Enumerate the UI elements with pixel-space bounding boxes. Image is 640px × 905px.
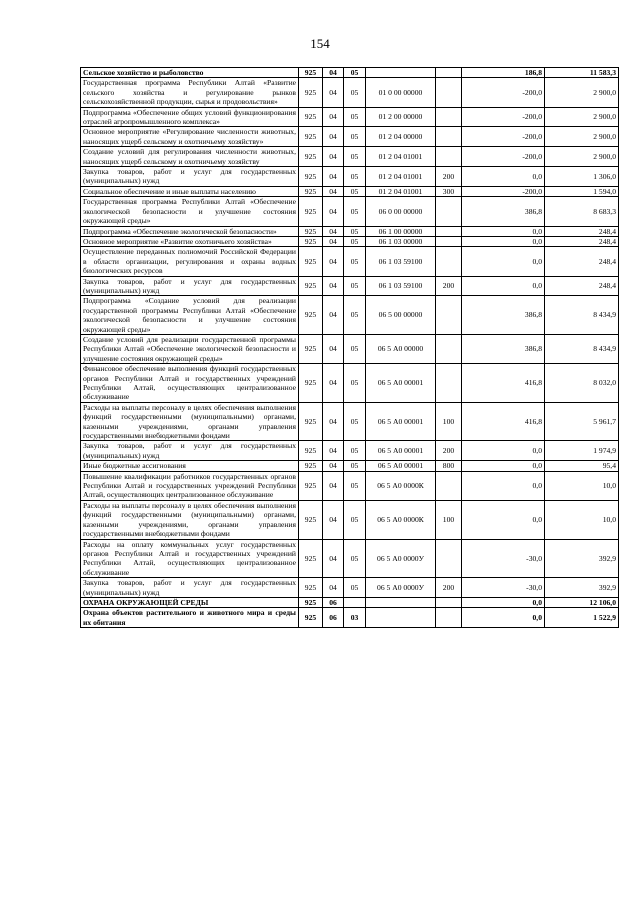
- cell-expense-type: 800: [436, 461, 462, 471]
- cell-change-amount: 386,8: [462, 334, 545, 363]
- cell-subsection: 05: [344, 276, 366, 296]
- cell-section: 04: [323, 334, 344, 363]
- cell-section: 04: [323, 441, 344, 461]
- cell-total-amount: 1 594,0: [545, 186, 619, 196]
- cell-section: 04: [323, 226, 344, 236]
- cell-expense-type: [436, 334, 462, 363]
- cell-expense-type: 200: [436, 441, 462, 461]
- cell-change-amount: -200,0: [462, 186, 545, 196]
- cell-admin-code: 925: [299, 226, 323, 236]
- cell-name: Государственная программа Республики Алтай «Обеспечение экологической безопасности и улучшение состояния окружающей среды»: [81, 197, 299, 226]
- cell-section: 04: [323, 147, 344, 167]
- cell-admin-code: 925: [299, 167, 323, 187]
- table-row: [81, 147, 619, 167]
- table-row: [81, 78, 619, 107]
- cell-section: 04: [323, 461, 344, 471]
- cell-subsection: 05: [344, 167, 366, 187]
- cell-admin-code: 925: [299, 68, 323, 78]
- cell-target-article: 06 5 А0 0000У: [366, 578, 436, 598]
- cell-admin-code: 925: [299, 578, 323, 598]
- cell-name: Подпрограмма «Создание условий для реализации государственной программы Республики Алтай «Обеспечение экологической безопасности и улучшение состояния окружающей среды»: [81, 296, 299, 335]
- cell-target-article: 06 5 00 00000: [366, 296, 436, 335]
- page-number: 154: [310, 36, 330, 51]
- cell-subsection: 05: [344, 578, 366, 598]
- cell-admin-code: 925: [299, 539, 323, 578]
- cell-section: 04: [323, 578, 344, 598]
- cell-admin-code: 925: [299, 236, 323, 246]
- cell-subsection: 03: [344, 608, 366, 628]
- table-row: [81, 236, 619, 246]
- cell-subsection: 05: [344, 539, 366, 578]
- cell-subsection: 05: [344, 236, 366, 246]
- cell-total-amount: 392,9: [545, 539, 619, 578]
- cell-total-amount: 10,0: [545, 500, 619, 539]
- cell-subsection: 05: [344, 500, 366, 539]
- cell-change-amount: 0,0: [462, 247, 545, 276]
- cell-name: Подпрограмма «Обеспечение экологической безопасности»: [81, 226, 299, 236]
- cell-subsection: 05: [344, 226, 366, 236]
- cell-name: Осуществление переданных полномочий Российской Федерации в области организации, регулирования и охраны водных биологических ресурсов: [81, 247, 299, 276]
- cell-target-article: 06 5 А0 00000: [366, 334, 436, 363]
- cell-admin-code: 925: [299, 334, 323, 363]
- cell-name: Создание условий для реализации государственной программы Республики Алтай «Обеспечение экологической безопасности и улучшение состояния окружающей среды»: [81, 334, 299, 363]
- cell-admin-code: 925: [299, 608, 323, 628]
- table-row: [81, 186, 619, 196]
- cell-target-article: [366, 68, 436, 78]
- cell-subsection: 05: [344, 461, 366, 471]
- cell-name: ОХРАНА ОКРУЖАЮЩЕЙ СРЕДЫ: [81, 597, 299, 607]
- cell-target-article: 01 2 04 00000: [366, 127, 436, 147]
- cell-target-article: [366, 608, 436, 628]
- cell-admin-code: 925: [299, 78, 323, 107]
- cell-name: Подпрограмма «Обеспечение общих условий функционирования отраслей агропромышленного комплекса»: [81, 107, 299, 127]
- cell-admin-code: 925: [299, 597, 323, 607]
- cell-expense-type: [436, 247, 462, 276]
- cell-change-amount: 0,0: [462, 597, 545, 607]
- cell-name: Закупка товаров, работ и услуг для государственных (муниципальных) нужд: [81, 441, 299, 461]
- table-row: [81, 500, 619, 539]
- cell-admin-code: 925: [299, 500, 323, 539]
- cell-total-amount: 392,9: [545, 578, 619, 598]
- cell-target-article: 06 1 03 00000: [366, 236, 436, 246]
- table-row: [81, 68, 619, 78]
- cell-admin-code: 925: [299, 461, 323, 471]
- cell-total-amount: 248,4: [545, 247, 619, 276]
- table-row: [81, 127, 619, 147]
- cell-expense-type: 100: [436, 500, 462, 539]
- cell-target-article: 01 0 00 00000: [366, 78, 436, 107]
- cell-change-amount: -30,0: [462, 578, 545, 598]
- cell-subsection: 05: [344, 147, 366, 167]
- cell-target-article: 06 1 03 59100: [366, 247, 436, 276]
- cell-total-amount: 12 106,0: [545, 597, 619, 607]
- table-row: [81, 441, 619, 461]
- cell-admin-code: 925: [299, 296, 323, 335]
- cell-change-amount: -200,0: [462, 147, 545, 167]
- table-row: [81, 107, 619, 127]
- cell-section: 04: [323, 539, 344, 578]
- cell-name: Государственная программа Республики Алтай «Развитие сельского хозяйства и регулирование рынков сельскохозяйственной продукции, сырья и продовольствия»: [81, 78, 299, 107]
- cell-change-amount: 186,8: [462, 68, 545, 78]
- cell-subsection: 05: [344, 186, 366, 196]
- cell-name: Закупка товаров, работ и услуг для государственных (муниципальных) нужд: [81, 578, 299, 598]
- cell-expense-type: 200: [436, 276, 462, 296]
- cell-name: Закупка товаров, работ и услуг для государственных (муниципальных) нужд: [81, 276, 299, 296]
- cell-section: 06: [323, 597, 344, 607]
- cell-name: Социальное обеспечение и иные выплаты населению: [81, 186, 299, 196]
- cell-expense-type: [436, 296, 462, 335]
- cell-subsection: 05: [344, 471, 366, 500]
- cell-expense-type: [436, 127, 462, 147]
- cell-admin-code: 925: [299, 197, 323, 226]
- cell-subsection: 05: [344, 334, 366, 363]
- cell-subsection: 05: [344, 68, 366, 78]
- cell-target-article: 06 5 А0 00001: [366, 364, 436, 403]
- cell-expense-type: [436, 471, 462, 500]
- budget-table: [80, 67, 619, 628]
- cell-change-amount: -200,0: [462, 78, 545, 107]
- cell-change-amount: 0,0: [462, 167, 545, 187]
- cell-section: 04: [323, 186, 344, 196]
- cell-total-amount: 2 900,0: [545, 78, 619, 107]
- cell-expense-type: [436, 226, 462, 236]
- cell-subsection: 05: [344, 107, 366, 127]
- cell-admin-code: 925: [299, 186, 323, 196]
- table-row: [81, 247, 619, 276]
- cell-admin-code: 925: [299, 471, 323, 500]
- cell-change-amount: 386,8: [462, 296, 545, 335]
- cell-change-amount: -30,0: [462, 539, 545, 578]
- cell-change-amount: 0,0: [462, 226, 545, 236]
- cell-expense-type: 200: [436, 578, 462, 598]
- cell-section: 04: [323, 276, 344, 296]
- table-row: [81, 402, 619, 441]
- cell-total-amount: 1 974,9: [545, 441, 619, 461]
- cell-target-article: 06 5 А0 00001: [366, 441, 436, 461]
- cell-change-amount: 0,0: [462, 461, 545, 471]
- table-row: [81, 276, 619, 296]
- cell-section: 04: [323, 364, 344, 403]
- cell-expense-type: [436, 236, 462, 246]
- cell-section: 04: [323, 236, 344, 246]
- cell-expense-type: [436, 608, 462, 628]
- table-row: [81, 296, 619, 335]
- cell-section: 04: [323, 471, 344, 500]
- cell-target-article: 06 5 А0 00001: [366, 402, 436, 441]
- table-row: [81, 471, 619, 500]
- table-row: [81, 334, 619, 363]
- cell-admin-code: 925: [299, 441, 323, 461]
- table-row: [81, 167, 619, 187]
- cell-target-article: 01 2 04 01001: [366, 186, 436, 196]
- cell-target-article: 01 2 04 01001: [366, 167, 436, 187]
- cell-expense-type: [436, 539, 462, 578]
- cell-expense-type: 300: [436, 186, 462, 196]
- cell-expense-type: [436, 197, 462, 226]
- cell-change-amount: -200,0: [462, 107, 545, 127]
- cell-subsection: 05: [344, 441, 366, 461]
- cell-expense-type: [436, 597, 462, 607]
- cell-admin-code: 925: [299, 107, 323, 127]
- table-row: [81, 364, 619, 403]
- cell-section: 04: [323, 68, 344, 78]
- cell-admin-code: 925: [299, 147, 323, 167]
- table-body: [81, 68, 619, 628]
- cell-change-amount: 0,0: [462, 441, 545, 461]
- table-row: [81, 461, 619, 471]
- cell-name: Основное мероприятие «Регулирование численности животных, наносящих ущерб сельскому и охотничьему хозяйству»: [81, 127, 299, 147]
- cell-section: 04: [323, 107, 344, 127]
- cell-change-amount: 0,0: [462, 236, 545, 246]
- table-row: [81, 597, 619, 607]
- cell-total-amount: 8 434,9: [545, 296, 619, 335]
- cell-total-amount: 5 961,7: [545, 402, 619, 441]
- cell-section: 04: [323, 500, 344, 539]
- cell-expense-type: [436, 107, 462, 127]
- cell-total-amount: 10,0: [545, 471, 619, 500]
- cell-admin-code: 925: [299, 402, 323, 441]
- table-row: [81, 226, 619, 236]
- cell-section: 06: [323, 608, 344, 628]
- cell-total-amount: 11 583,3: [545, 68, 619, 78]
- cell-name: Финансовое обеспечение выполнения функций государственных органов Республики Алтай и государственных учреждений Республики Алтай, осуществляющих централизованное обслуживание: [81, 364, 299, 403]
- cell-admin-code: 925: [299, 364, 323, 403]
- cell-name: Охрана объектов растительного и животного мира и среды их обитания: [81, 608, 299, 628]
- cell-total-amount: 8 683,3: [545, 197, 619, 226]
- cell-subsection: 05: [344, 296, 366, 335]
- cell-total-amount: 8 032,0: [545, 364, 619, 403]
- cell-name: Закупка товаров, работ и услуг для государственных (муниципальных) нужд: [81, 167, 299, 187]
- cell-total-amount: 1 306,0: [545, 167, 619, 187]
- cell-target-article: 01 2 04 01001: [366, 147, 436, 167]
- table-row: [81, 578, 619, 598]
- cell-change-amount: 386,8: [462, 197, 545, 226]
- cell-change-amount: 416,8: [462, 402, 545, 441]
- cell-total-amount: 8 434,9: [545, 334, 619, 363]
- cell-expense-type: [436, 68, 462, 78]
- cell-change-amount: -200,0: [462, 127, 545, 147]
- cell-name: Сельское хозяйство и рыболовство: [81, 68, 299, 78]
- cell-subsection: 05: [344, 127, 366, 147]
- cell-change-amount: 0,0: [462, 276, 545, 296]
- cell-subsection: 05: [344, 247, 366, 276]
- cell-subsection: 05: [344, 197, 366, 226]
- cell-subsection: 05: [344, 364, 366, 403]
- cell-change-amount: 0,0: [462, 500, 545, 539]
- cell-total-amount: 1 522,9: [545, 608, 619, 628]
- cell-target-article: 06 1 03 59100: [366, 276, 436, 296]
- cell-admin-code: 925: [299, 276, 323, 296]
- table-row: [81, 608, 619, 628]
- cell-section: 04: [323, 197, 344, 226]
- cell-name: Основное мероприятие «Развитие охотничьего хозяйства»: [81, 236, 299, 246]
- cell-section: 04: [323, 402, 344, 441]
- cell-section: 04: [323, 167, 344, 187]
- cell-expense-type: [436, 78, 462, 107]
- cell-target-article: 06 0 00 00000: [366, 197, 436, 226]
- cell-section: 04: [323, 296, 344, 335]
- cell-name: Повышение квалификации работников государственных органов Республики Алтай и государственных учреждений Республики Алтай, осуществляющих централизованное обслуживание: [81, 471, 299, 500]
- cell-subsection: 05: [344, 402, 366, 441]
- cell-section: 04: [323, 78, 344, 107]
- cell-total-amount: 2 900,0: [545, 107, 619, 127]
- cell-name: Расходы на выплаты персоналу в целях обеспечения выполнения функций государственными (муниципальными) органами, казенными учреждениями, органами управления государственными внебюджетными фондами: [81, 402, 299, 441]
- cell-name: Создание условий для регулирования численности животных, наносящих ущерб сельскому и охотничьему хозяйству: [81, 147, 299, 167]
- cell-change-amount: 0,0: [462, 608, 545, 628]
- table-row: [81, 197, 619, 226]
- cell-section: 04: [323, 247, 344, 276]
- cell-total-amount: 2 900,0: [545, 127, 619, 147]
- cell-total-amount: 2 900,0: [545, 147, 619, 167]
- cell-total-amount: 95,4: [545, 461, 619, 471]
- cell-target-article: 06 5 А0 00001: [366, 461, 436, 471]
- cell-expense-type: [436, 364, 462, 403]
- cell-admin-code: 925: [299, 247, 323, 276]
- cell-total-amount: 248,4: [545, 236, 619, 246]
- cell-change-amount: 0,0: [462, 471, 545, 500]
- cell-expense-type: [436, 147, 462, 167]
- cell-expense-type: 200: [436, 167, 462, 187]
- cell-expense-type: 100: [436, 402, 462, 441]
- cell-target-article: 06 5 А0 0000К: [366, 471, 436, 500]
- cell-target-article: 06 1 00 00000: [366, 226, 436, 236]
- cell-section: 04: [323, 127, 344, 147]
- cell-name: Иные бюджетные ассигнования: [81, 461, 299, 471]
- cell-target-article: 06 5 А0 0000К: [366, 500, 436, 539]
- cell-admin-code: 925: [299, 127, 323, 147]
- cell-target-article: 01 2 00 00000: [366, 107, 436, 127]
- cell-total-amount: 248,4: [545, 276, 619, 296]
- cell-change-amount: 416,8: [462, 364, 545, 403]
- cell-target-article: [366, 597, 436, 607]
- cell-subsection: [344, 597, 366, 607]
- cell-name: Расходы на выплаты персоналу в целях обеспечения выполнения функций государственными (муниципальными) органами, казенными учреждениями, органами управления государственными внебюджетными фондами: [81, 500, 299, 539]
- table-row: [81, 539, 619, 578]
- cell-total-amount: 248,4: [545, 226, 619, 236]
- cell-target-article: 06 5 А0 0000У: [366, 539, 436, 578]
- cell-name: Расходы на оплату коммунальных услуг государственных органов Республики Алтай и государственных учреждений Республики Алтай, осуществляющих централизованное обслуживание: [81, 539, 299, 578]
- cell-subsection: 05: [344, 78, 366, 107]
